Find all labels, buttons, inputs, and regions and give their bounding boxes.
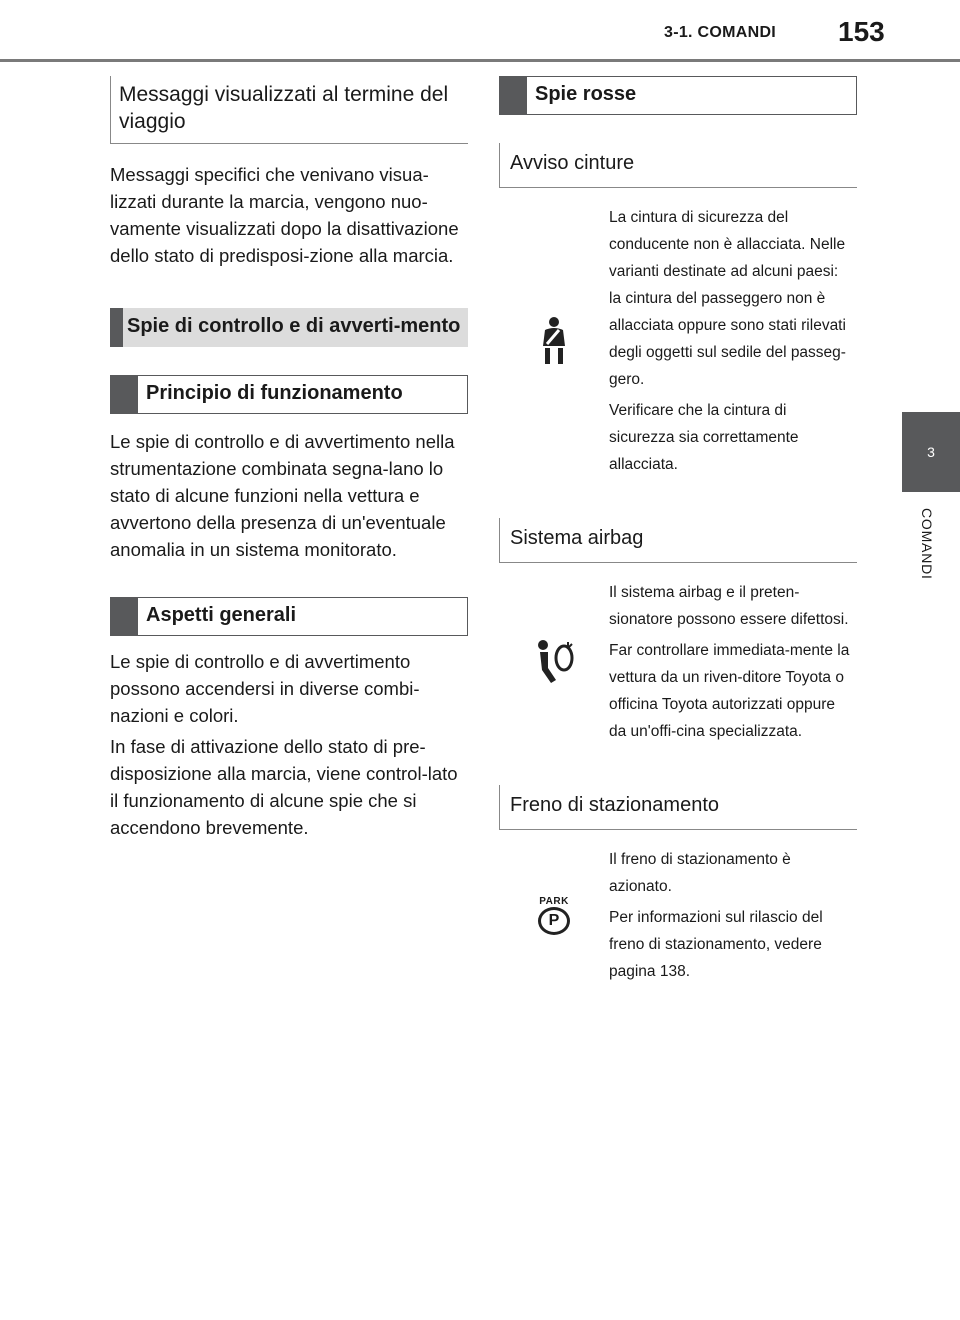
paragraph-principle: Le spie di controllo e di avvertimento nella strumentazione combinata segna-lano lo stato di alcune funzioni nella vettura e avvertono della presenza di un'eventuale anomalia in un sistema monitorato.: [110, 431, 455, 560]
airbag-text: [609, 579, 857, 745]
parking-brake-icon-graphic: [538, 896, 570, 935]
chapter-tab-number: 3: [927, 444, 935, 460]
seatbelt-icon: [499, 204, 609, 478]
parking-brake-text-1: Il freno di stazionamento è azionato.: [609, 851, 791, 895]
header-rule: [0, 59, 960, 62]
paragraph-general-2: In fase di attivazione dello stato di pre-disposizione alla marcia, viene control-lato il funzionamento di alcune spie che si accendono brevemente.: [110, 736, 458, 838]
parking-brake-row: [499, 846, 857, 985]
page-number: 153: [838, 16, 885, 47]
running-head: 3-1. COMANDI: [664, 24, 777, 41]
seatbelt-text-1: La cintura di sicurezza del conducente non è allacciata. Nelle varianti destinate ad alcuni paesi: la cintura del passeggero non è allacciata oppure sono stati rilevati degli oggetti sul sedile del passeg-gero.: [609, 209, 846, 388]
subhead-airbag: Sistema airbag: [499, 518, 857, 563]
paragraph-end-of-trip: Messaggi specifici che venivano visua-lizzati durante la marcia, vengono nuo-vamente visualizzati dopo la disattivazione dello stato di predisposi-zione alla marcia.: [110, 164, 459, 266]
left-column: [110, 76, 468, 841]
subhead-seatbelt: Avviso cinture: [499, 143, 857, 188]
section-title-end-of-trip: Messaggi visualizzati al termine del viaggio: [110, 76, 468, 144]
section-title-red-lights: Spie rosse: [499, 76, 857, 115]
subhead-parking-brake: Freno di stazionamento: [499, 785, 857, 830]
chapter-tab-label: COMANDI: [919, 508, 935, 580]
section-title-warning-lights: Spie di controllo e di avverti-mento: [110, 308, 468, 347]
parking-brake-icon-word: PARK: [539, 896, 569, 907]
chapter-tab: [902, 412, 960, 492]
seatbelt-text-2: Verificare che la cintura di sicurezza sia correttamente allacciata.: [609, 402, 799, 473]
parking-brake-icon: [499, 846, 609, 985]
section-title-principle: Principio di funzionamento: [110, 375, 468, 414]
airbag-text-2: Far controllare immediata-mente la vettura da un riven-ditore Toyota o officina Toyota autorizzati oppure da un'offi-cina specializzata.: [609, 642, 850, 740]
right-column: [499, 76, 857, 985]
airbag-text-1: Il sistema airbag e il preten-sionatore possono essere difettosi.: [609, 584, 849, 628]
parking-brake-text: [609, 846, 857, 985]
seatbelt-text: [609, 204, 857, 478]
parking-brake-text-2: Per informazioni sul rilascio del freno di stazionamento, vedere pagina 138.: [609, 909, 823, 980]
paragraph-general-1: Le spie di controllo e di avvertimento possono accendersi in diverse combi-nazioni e colori.: [110, 651, 420, 726]
seatbelt-row: [499, 204, 857, 478]
airbag-icon: [499, 579, 609, 745]
section-title-general: Aspetti generali: [110, 597, 468, 636]
parking-brake-icon-letter: P: [538, 907, 570, 935]
airbag-row: [499, 579, 857, 745]
